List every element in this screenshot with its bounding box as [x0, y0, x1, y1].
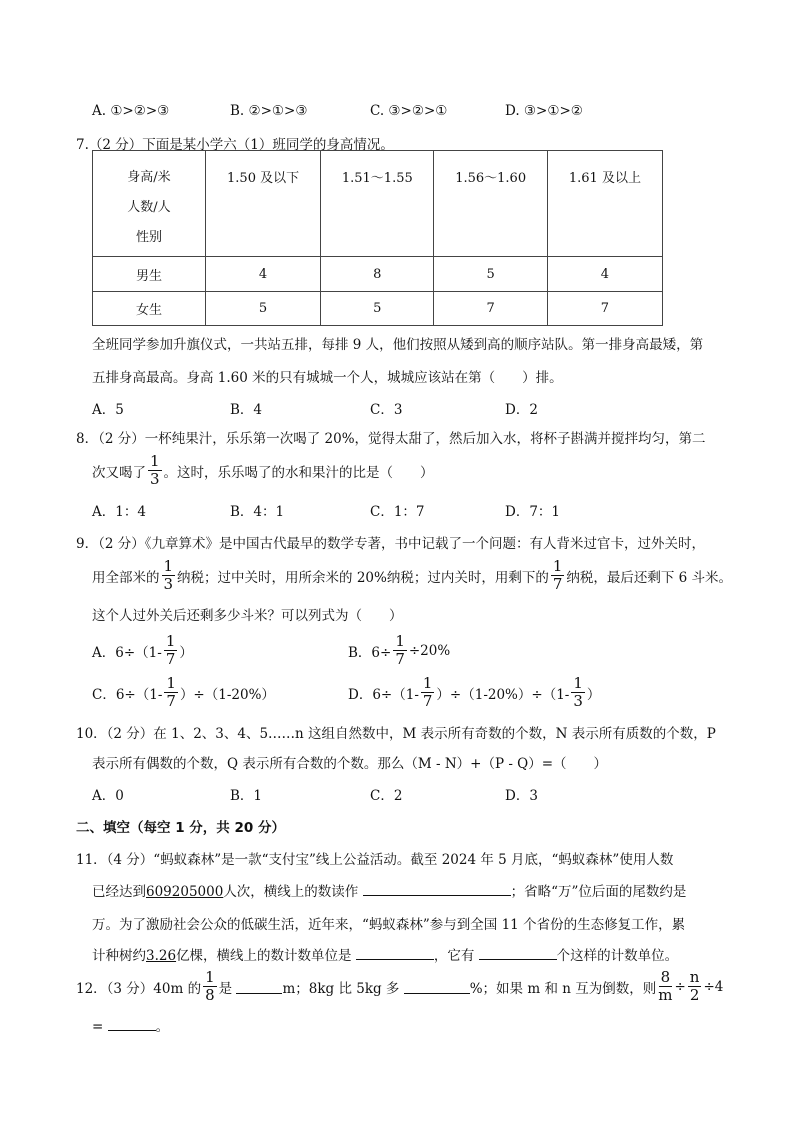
q10-text-line1: 10．（2 分）在 1、2、3、4、5……n 这组自然数中，M 表示所有奇数的个数，N 表示所有质数的个数，P — [76, 726, 716, 742]
table-cell: 5 — [434, 257, 547, 292]
q12-fraction-one-eighth: $\frac{1}{8}$ — [205, 968, 215, 1004]
q10-option-a: A．0 — [92, 788, 124, 804]
header-height-label: 身高/米 — [127, 170, 171, 185]
q9-text-line1: 9．（2 分）《九章算术》是中国古代最早的数学专著，书中记载了一个问题：有人背米过官卡，过外关时， — [76, 536, 705, 552]
q9-option-a: A．6÷（1- $\frac{1}{7}$ ） — [92, 632, 193, 668]
q8-option-b: B．4：1 — [230, 504, 285, 520]
col-header: 1.51～1.55 — [321, 151, 434, 257]
q11-text-line3: 万。为了激励社会公众的低碳生活，近年来，“蚂蚁森林”参与到全国 11 个省份的生态修复工作，累 — [92, 917, 686, 933]
q9-option-b: B．6÷ $\frac{1}{7}$ ÷20% — [348, 632, 451, 668]
table-diagonal-header — [93, 151, 206, 257]
q7-option-b: B．4 — [230, 402, 263, 418]
q8-fraction: $\frac{1}{3}$ — [150, 452, 160, 488]
q6-option-d: D. ③>①>② — [505, 103, 583, 119]
col-header: 1.56～1.60 — [434, 151, 547, 257]
height-table — [92, 150, 663, 326]
q11-blank-unit[interactable] — [356, 945, 434, 960]
q7-text-line1: 全班同学参加升旗仪式，一共站五排，每排 9 人，他们按照从矮到高的顺序站队。第一排身高最矮，第 — [92, 337, 704, 353]
q8-option-a: A．1：4 — [92, 504, 146, 520]
q7-text-line2: 五排身高最高。身高 1.60 米的只有城城一个人，城城应该站在第（ ）排。 — [92, 370, 563, 386]
q8-text-line1: 8．（2 分）一杯纯果汁，乐乐第一次喝了 20%，觉得太甜了，然后加入水，将杯子斟满并搅拌均匀，第二 — [76, 431, 706, 447]
q9-line2-a: 用全部米的 — [92, 569, 160, 586]
q11-underlined-number: 609205000 — [146, 884, 224, 900]
q7-option-d: D．2 — [505, 402, 538, 418]
q9-fraction-one-third: $\frac{1}{3}$ — [163, 557, 174, 593]
q8-line2-before: 次又喝了 — [92, 464, 146, 481]
q8-text-line2 — [92, 454, 434, 487]
q7-stem: 7.（2 分）下面是某小学六（1）班同学的身高情况。 — [76, 137, 394, 153]
q11-text-line2: 已经达到609205000人次，横线上的数读作 ；省略“万”位后面的尾数约是 — [92, 880, 686, 900]
q11-underlined-decimal: 3.26 — [146, 948, 177, 964]
q9-fraction-one-seventh: $\frac{1}{7}$ — [552, 557, 563, 593]
header-count-label: 人数/人 — [127, 200, 171, 215]
q10-text-line2: 表示所有偶数的个数，Q 表示所有合数的个数。那么（M - N）+（P - Q）=（ ） — [92, 756, 608, 772]
q8-line2-after: 。这时，乐乐喝了的水和果汁的比是（ ） — [163, 464, 434, 481]
q12-text-line1: 12．（3 分）40m 的 $\frac{1}{8}$ 是 m；8kg 比 5kg 多 %；如果 m 和 n 互为倒数，则 $\frac{8}{m}$ ÷ $\frac{n}{2}$ ÷4 — [76, 968, 724, 1004]
col-header: 1.50 及以下 — [206, 151, 321, 257]
q8-option-c: C．1：7 — [370, 504, 425, 520]
q9-text-line3: 这个人过外关后还剩多少斗米？可以列式为（ ） — [92, 608, 403, 624]
q11-blank-count[interactable] — [479, 945, 557, 960]
q9-line2-b: 纳税；过中关时，用所余米的 20%纳税；过内关时，用剩下的 — [177, 569, 549, 586]
q6-option-c: C. ③>②>① — [370, 103, 448, 119]
q10-option-c: C．2 — [370, 788, 403, 804]
q12-fraction-8-over-m: $\frac{8}{m}$ — [658, 968, 673, 1004]
header-gender-label: 性别 — [135, 230, 162, 245]
table-cell: 7 — [547, 292, 662, 326]
table-row — [93, 292, 663, 326]
q8-option-d: D．7：1 — [505, 504, 561, 520]
table-row — [93, 257, 663, 292]
q6-option-b: B. ②>①>③ — [230, 103, 308, 119]
table-cell: 8 — [321, 257, 434, 292]
q12-blank-meters[interactable] — [236, 979, 282, 994]
q9-text-line2 — [92, 559, 732, 592]
q11-text-line4: 计种树约3.26亿棵，横线上的数计数单位是 ，它有 个这样的计数单位。 — [92, 944, 678, 964]
col-header: 1.61 及以上 — [547, 151, 662, 257]
table-cell: 7 — [434, 292, 547, 326]
section-heading: 二、填空（每空 1 分，共 20 分） — [76, 820, 285, 836]
q7-option-a: A．5 — [92, 402, 124, 418]
q9-line2-c: 纳税，最后还剩下 6 斗米。 — [566, 569, 733, 586]
row-label-boys: 男生 — [93, 257, 206, 292]
q12-blank-result[interactable] — [108, 1016, 156, 1031]
q10-option-d: D．3 — [505, 788, 538, 804]
table-cell: 5 — [206, 292, 321, 326]
q11-blank-reading[interactable] — [363, 881, 511, 896]
q11-text-line1: 11．（4 分）“蚂蚁森林”是一款“支付宝”线上公益活动。截至 2024 年 5 月底，“蚂蚁森林”使用人数 — [76, 852, 674, 868]
q12-blank-percent[interactable] — [404, 979, 470, 994]
q12-text-line2: = 。 — [92, 1015, 169, 1035]
q9-option-c: C．6÷（1- $\frac{1}{7}$ ）÷（1-20%） — [92, 674, 275, 710]
q7-option-c: C．3 — [370, 402, 403, 418]
row-label-girls: 女生 — [93, 292, 206, 326]
q6-option-a: A. ①>②>③ — [92, 103, 170, 119]
table-cell: 5 — [321, 292, 434, 326]
table-cell: 4 — [547, 257, 662, 292]
q12-fraction-n-over-2: $\frac{n}{2}$ — [689, 968, 700, 1004]
q10-option-b: B．1 — [230, 788, 263, 804]
q9-option-d: D．6÷（1- $\frac{1}{7}$ ）÷（1-20%）÷（1- $\frac{1}{3}$ ） — [348, 674, 601, 710]
table-header-row — [93, 151, 663, 257]
table-cell: 4 — [206, 257, 321, 292]
